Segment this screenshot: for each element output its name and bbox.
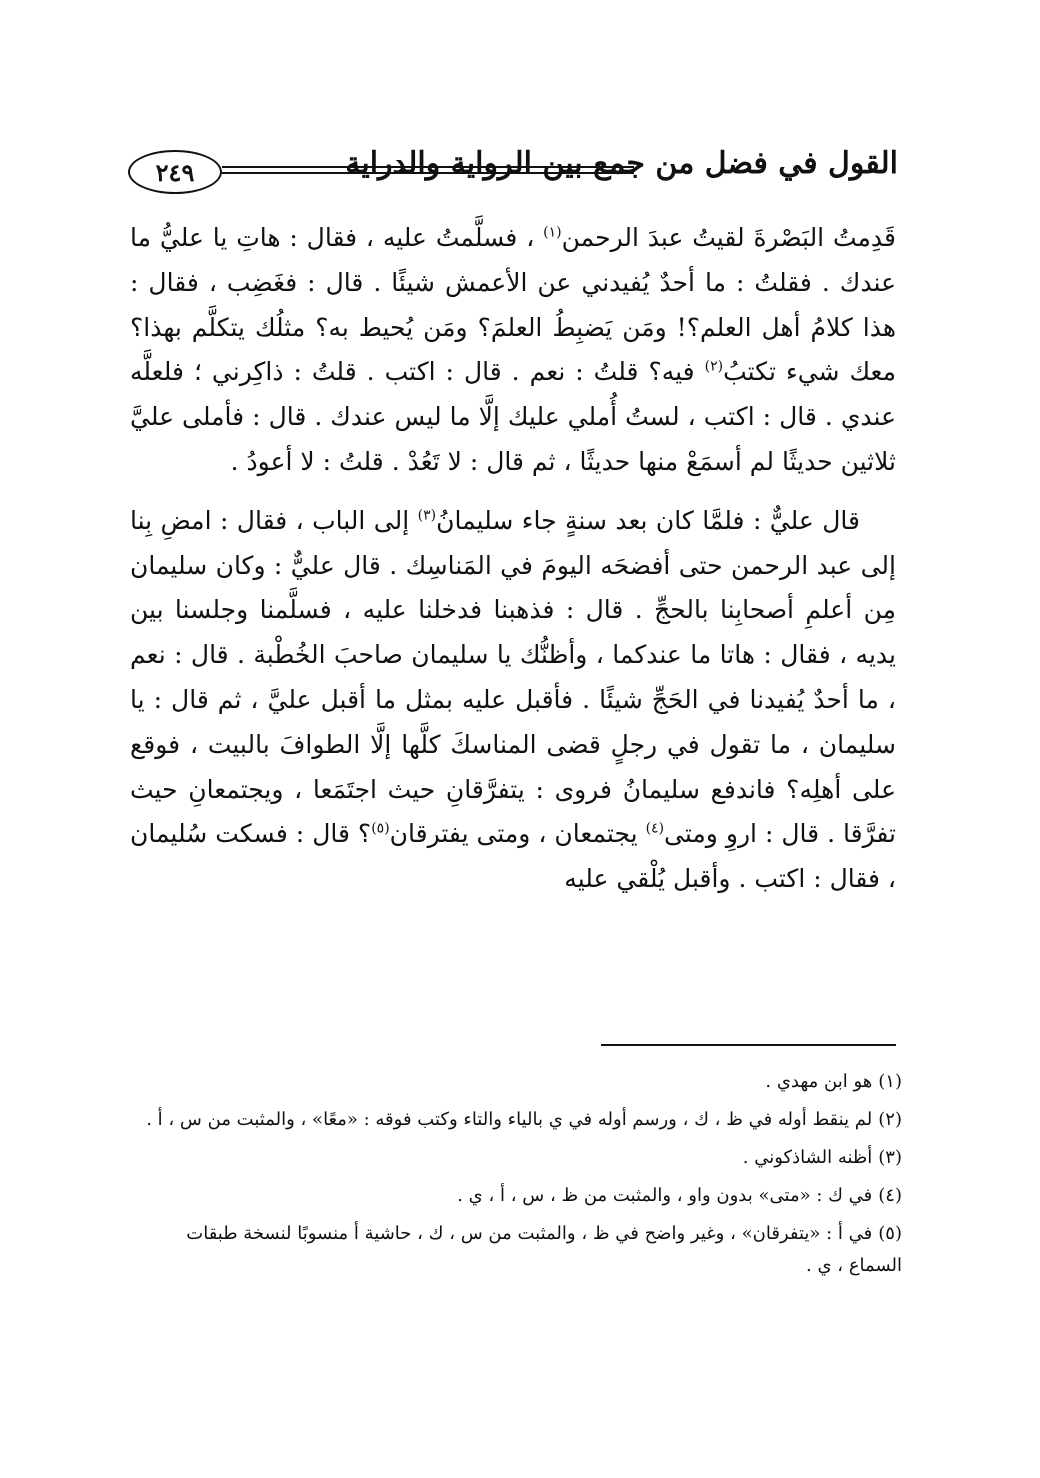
footnote-number: (٥) (878, 1223, 902, 1244)
footnote-text: لم ينقط أوله في ظ ، ك ، ورسم أوله في ي بالياء والتاء وكتب فوقه : «معًا» ، والمثبت من س ، أ . (146, 1109, 873, 1130)
footnote-number: (٣) (878, 1147, 902, 1168)
footnote (128, 1104, 902, 1136)
footnote-text: في أ : «يتفرقان» ، وغير واضح في ظ ، والمثبت من س ، ك ، حاشية أ منسوبًا لنسخة طبقات السماع ، ي . (186, 1223, 902, 1276)
footnote-separator (601, 1044, 896, 1046)
paragraph (130, 499, 896, 902)
footnote-ref: (٤) (645, 821, 665, 838)
paragraph (130, 216, 896, 485)
text-run: فيه؟ قلتُ : نعم . قال : اكتب . قلتُ : ذاكِرني ؛ فلعلَّه عندي . قال : اكتب ، لستُ أُملي عليك إلَّا ما ليس عندك . قال : فأملى عليَّ ثلاثين حديثًا لم أسمَعْ منها حديثًا ، ثم قال : لا تَعُدْ . قلتُ : لا أعودُ . (130, 357, 896, 476)
footnote-text: أظنه الشاذكوني . (742, 1147, 873, 1168)
footnote (128, 1180, 902, 1212)
footnote-ref: (٥) (371, 821, 390, 838)
footnote-number: (٢) (878, 1109, 902, 1130)
footnote-text: هو ابن مهدي . (765, 1071, 873, 1092)
page-header (128, 146, 898, 206)
page-number: ٢٤٩ (128, 150, 222, 194)
text-run: يجتمعان ، ومتى يفترقان (389, 819, 646, 849)
text-run: قَدِمتُ البَصْرةَ لقيتُ عبدَ الرحمن (561, 223, 897, 252)
footnote-number: (١) (878, 1071, 902, 1092)
text-run: ؟ قال : فسكت سُليمان ، فقال : اكتب . وأقبل يُلْقي عليه (130, 819, 896, 894)
text-run: ، فسلَّمتُ عليه ، فقال : هاتِ يا عليُّ ما عندك . فقلتُ : ما أحدٌ يُفيدني عن الأعمش شيئًا . قال : فغَضِب ، فقال : هذا كلامُ أهل العلم؟! ومَن يَضبِطُ العلمَ؟ ومَن يُحيط به؟ مثلُك يتكلَّم بهذا؟ معك شيء تكتبُ (130, 223, 897, 387)
footnote (128, 1142, 902, 1174)
main-text (130, 216, 896, 916)
footnote-ref: (٢) (704, 359, 724, 376)
footnote (128, 1218, 902, 1282)
footnote-number: (٤) (878, 1185, 902, 1206)
running-title: القول في فضل من جمع بين الرواية والدراية (345, 146, 898, 181)
footnote-ref: (١) (543, 224, 562, 241)
footnotes (128, 1066, 902, 1288)
text-run: قال عليٌّ : فلمَّا كان بعد سنةٍ جاء سليمانُ (436, 505, 860, 535)
footnote-text: في ك : «متى» بدون واو ، والمثبت من ظ ، س ، أ ، ي . (457, 1185, 873, 1206)
text-run: إلى الباب ، فقال : امضِ بِنا إلى عبد الرحمن حتى أفضحَه اليومَ في المَناسِك . قال عليٌّ : وكان سليمان مِن أعلمِ أصحابِنا بالحجِّ . قال : فذهبنا فدخلنا عليه ، فسلَّمنا وجلسنا بين يديه ، فقال : هاتا ما عندكما ، وأظنُّك يا سليمان صاحبَ الخُطْبة . قال : نعم ، ما أحدٌ يُفيدنا في الحَجِّ شيئًا . فأقبل عليه بمثل ما أقبل عليَّ ، ثم قال : يا سليمان ، ما تقول في رجلٍ قضى المناسكَ كلَّها إلَّا الطوافَ بالبيت ، فوقع على أهلِه؟ فاندفع سليمانُ فروى : يتفرَّقانِ حيث اجتَمَعا ، ويجتمعانِ حيث تفرَّقا . قال : اروِ ومتى (130, 505, 896, 849)
footnote-ref: (٣) (417, 507, 437, 524)
footnote (128, 1066, 902, 1098)
